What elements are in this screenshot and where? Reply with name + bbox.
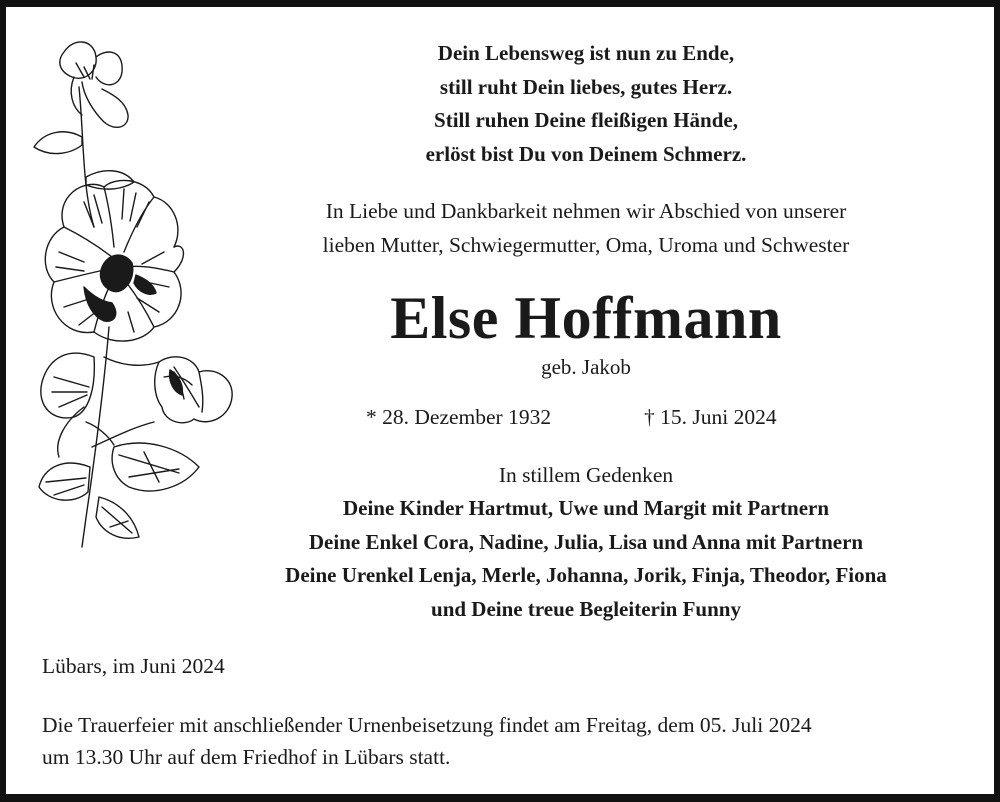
poem-line: Dein Lebensweg ist nun zu Ende, [437,41,735,65]
maiden-name: geb. Jakob [541,355,631,379]
mourner-line: Deine Kinder Hartmut, Uwe und Margit mit Partnern [342,496,830,520]
mourners-list [206,492,966,626]
funeral-info [42,709,982,773]
poem-line: Still ruhen Deine fleißigen Hände, [434,108,738,132]
mourner-line: Deine Urenkel Lenja, Merle, Johanna, Jorik, Finja, Theodor, Fiona [285,563,887,587]
pansy-flower-icon [24,27,249,557]
intro-line: In Liebe und Dankbarkeit nehmen wir Abschied von unserer [325,199,847,223]
poem [236,37,936,171]
intro-line: lieben Mutter, Schwiegermutter, Oma, Uroma und Schwester [322,233,850,257]
mourner-line: Deine Enkel Cora, Nadine, Julia, Lisa und Anna mit Partnern [308,529,864,554]
funeral-line: Die Trauerfeier mit anschließender Urnenbeisetzung findet am Freitag, dem 05. Juli 2024 [42,713,812,737]
funeral-line: um 13.30 Uhr auf dem Friedhof in Lübars statt. [42,745,451,769]
birth-date: * 28. Dezember 1932 [366,405,552,429]
poem-line: erlöst bist Du von Deinem Schmerz. [425,141,747,166]
poem-line: still ruht Dein liebes, gutes Herz. [439,74,733,99]
mourner-line: und Deine treue Begleiterin Funny [431,596,741,621]
mourners-intro: In stillem Gedenken [498,463,674,487]
farewell-intro [236,194,936,262]
deceased-name: Else Hoffmann [390,285,782,351]
place-and-date: Lübars, im Juni 2024 [42,654,225,678]
death-date: † 15. Juni 2024 [644,405,777,429]
